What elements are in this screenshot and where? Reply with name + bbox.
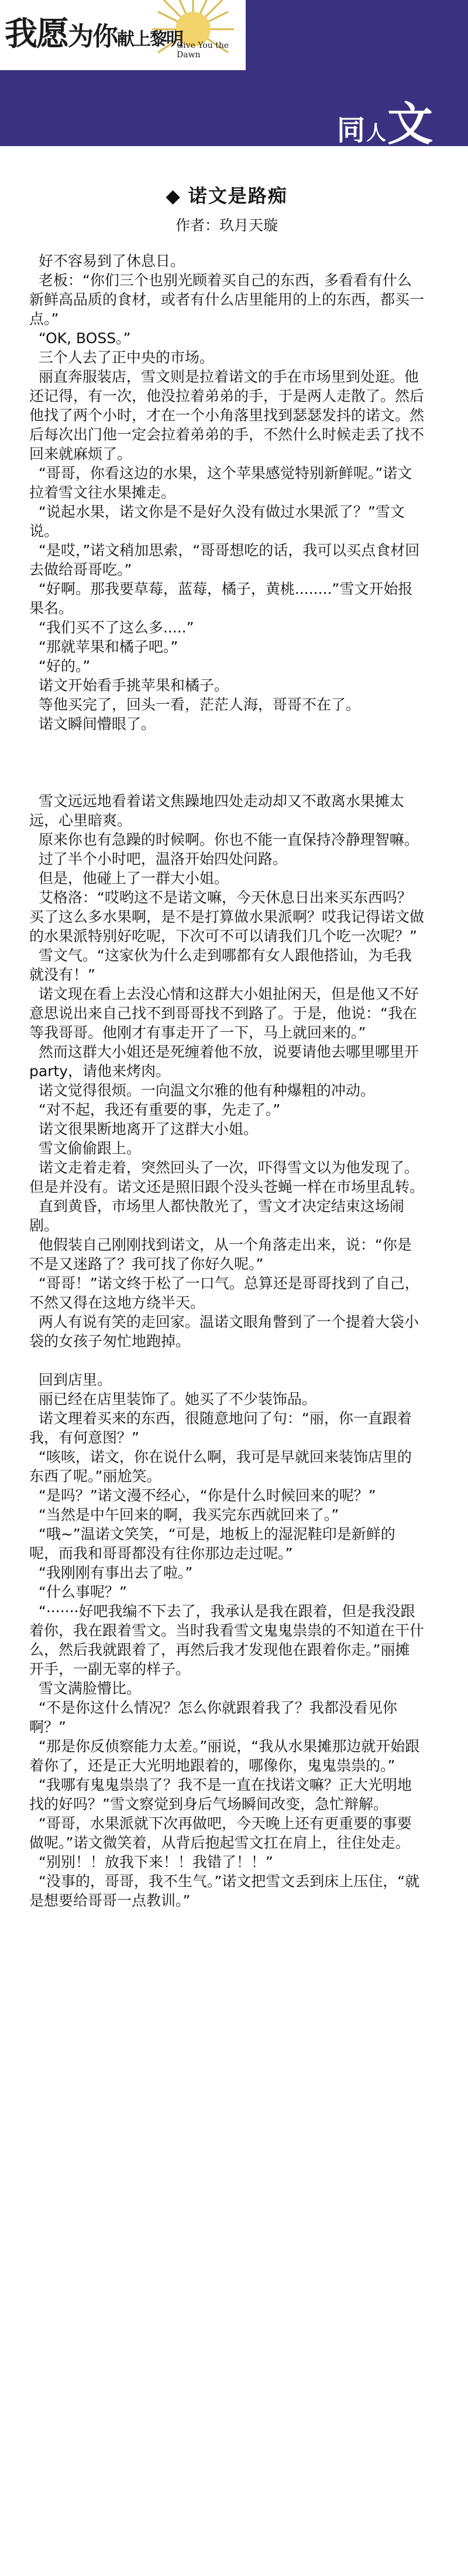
paragraph: 三个人去了正中央的市场。 — [29, 349, 214, 366]
section-gap — [29, 772, 424, 791]
paragraph: “哦~”温诺文笑笑，“可是，地板上的湿泥鞋印是新鲜的呢，而我和哥哥都没有往你那边走过呢。” — [29, 1526, 395, 1562]
paragraph: “那就苹果和橘子吧。” — [29, 638, 178, 655]
paragraph: 等他买完了，回头一看，茫茫人海，哥哥不在了。 — [29, 696, 360, 713]
article-title-text: 诺文是路痴 — [188, 185, 288, 207]
paragraph: 诺文觉得很烦。一向温文尔雅的他有种爆粗的冲动。 — [29, 1082, 375, 1099]
logo-subtitle: Give You the Dawn — [177, 41, 229, 60]
paragraph: “别别！！放我下来！！我错了！！” — [29, 1854, 273, 1870]
paragraph: 诺文很果断地离开了这群大小姐。 — [29, 1121, 258, 1137]
paragraph: 但是，他碰上了一群大小姐。 — [29, 870, 229, 887]
section-title-wen: 文 — [387, 98, 433, 146]
section-gap — [29, 1351, 424, 1370]
paragraph: “哥哥，水果派就下次再做吧，今天晚上还有更重要的事要做呢。”诺文微笑着，从背后抱起雪文扛在肩上，往住处走。 — [29, 1815, 412, 1851]
paragraph: 诺文走着走着，突然回头了一次，吓得雪文以为他发现了。但是并没有。诺文还是照旧跟个没头苍蝇一样在市场里乱转。 — [29, 1159, 425, 1195]
paragraph: “什么事呢？” — [29, 1583, 127, 1600]
paragraph: “我们买不了这么多.....” — [29, 619, 194, 636]
article — [0, 146, 468, 1910]
article-author: 作者：玖月天璇 — [175, 217, 278, 234]
paragraph: 直到黄昏，市场里人都快散光了，雪文才决定结束这场闹剧。 — [29, 1198, 404, 1234]
paragraph: 过了半个小时吧，温洛开始四处问路。 — [29, 850, 287, 867]
paragraph: 诺文瞬间懵眼了。 — [29, 715, 156, 732]
paragraph: 诺文开始看手挑苹果和橘子。 — [29, 677, 229, 694]
paragraph: “那是你反侦察能力太差。”丽说，“我从水果摊那边就开始跟着你了，还是正大光明地跟着的，哪像你，鬼鬼祟祟的。” — [29, 1738, 420, 1774]
section-title — [337, 88, 433, 146]
paragraph: 丽已经在店里装饰了。她买了不少装饰品。 — [29, 1391, 316, 1408]
paragraph: “我刚刚有事出去了啦。” — [29, 1564, 193, 1581]
paragraph: 诺文理着买来的东西，很随意地问了句：“丽，你一直跟着我，有何意图？” — [29, 1410, 412, 1446]
paragraph: “是吗？”诺文漫不经心，“你是什么时候回来的呢？” — [29, 1487, 376, 1504]
paragraph: “好的。” — [29, 658, 91, 675]
section-gap — [29, 734, 424, 753]
paragraph: “我哪有鬼鬼祟祟了？我不是一直在找诺文嘛？正大光明地找的好吗？”雪文察觉到身后气场瞬间改变，急忙辩解。 — [29, 1776, 412, 1813]
paragraph: “是哎，”诺文稍加思索，“哥哥想吃的话，我可以买点食材回去做给哥哥吃。” — [29, 542, 420, 578]
paragraph: “好啊。那我要草莓，蓝莓，橘子，黄桃........”雪文开始报果名。 — [29, 580, 413, 617]
logo-area — [0, 0, 246, 70]
paragraph: “对不起，我还有重要的事，先走了。” — [29, 1101, 281, 1118]
paragraph: “说起水果，诺文你是不是好久没有做过水果派了？”雪文说。 — [29, 503, 405, 540]
paragraph: “咳咳，诺文，你在说什么啊，我可是早就回来装饰店里的东西了呢。”丽尬笑。 — [29, 1448, 412, 1485]
paragraph: “哥哥，你看这边的水果，这个苹果感觉特别新鲜呢。”诺文拉着雪文往水果摊走。 — [29, 465, 412, 501]
paragraph: 回到店里。 — [29, 1371, 112, 1388]
paragraph: “没事的，哥哥，我不生气。”诺文把雪文丢到床上压住，“就是想要给哥哥一点教训。” — [29, 1873, 420, 1909]
section-title-tong: 同 — [336, 114, 365, 146]
paragraph: “·······好吧我编不下去了，我承认是我在跟着，但是我没跟着你，我在跟着雪文。当时我看雪文鬼鬼祟祟的不知道在干什么，然后我就跟着了，再然后我才发现他在跟着你走。”丽摊开手，一副无辜的样子。 — [29, 1603, 425, 1678]
logo-title — [5, 8, 183, 55]
logo-title-dawn: 献上黎明 — [117, 29, 183, 50]
section-gap — [29, 753, 424, 772]
paragraph: 好不容易到了休息日。 — [29, 253, 185, 269]
paragraph: 雪文气。“这家伙为什么走到哪都有女人跟他搭讪，为毛我就没有！” — [29, 947, 412, 983]
paragraph: 雪文偷偷跟上。 — [29, 1140, 141, 1157]
section-title-ren: 人 — [366, 122, 386, 145]
paragraph: 雪文远远地看着诺文焦躁地四处走动却又不敢离水果摊太远，心里暗爽。 — [29, 793, 404, 829]
paragraph: “当然是中午回来的啊，我买完东西就回来了。” — [29, 1506, 339, 1523]
article-body — [29, 251, 424, 1910]
paragraph: 诺文现在看上去没心情和这群大小姐扯闲天，但是他又不好意思说出来自己找不到哥哥找不到路了。于是，他说：“我在等我哥哥。他刚才有事走开了一下，马上就回来的。” — [29, 986, 419, 1041]
logo-title-for-you: 为你 — [68, 22, 117, 51]
paragraph: 艾格洛：“哎哟这不是诺文嘛，今天休息日出来买东西吗？买了这么多水果啊，是不是打算做水果派啊？哎我记得诺文做的水果派特别好吃呢，下次可不可以请我们几个吃一次呢？” — [29, 889, 425, 945]
paragraph: “不是你这什么情况？怎么你就跟着我了？我都没看见你啊？” — [29, 1699, 397, 1735]
paragraph: “哥哥！”诺文终于松了一口气。总算还是哥哥找到了自己，不然又得在这地方绕半天。 — [29, 1275, 419, 1311]
article-title — [29, 181, 424, 208]
paragraph: “OK, BOSS。” — [29, 330, 131, 347]
paragraph: 雪文满脸懵比。 — [29, 1680, 141, 1697]
site-banner — [0, 0, 468, 146]
paragraph: 老板：“你们三个也别光顾着买自己的东西，多看看有什么新鲜高品质的食材，或者有什么店里能用的上的东西，都买一点。” — [29, 272, 425, 327]
paragraph: 他假装自己刚刚找到诺文，从一个角落走出来，说：“你是不是又迷路了？我可找了你好久呢。” — [29, 1236, 412, 1273]
paragraph: 原来你也有急躁的时候啊。你也不能一直保持冷静理智嘛。 — [29, 831, 419, 848]
paragraph: 然而这群大小姐还是死缠着他不放，说要请他去哪里哪里开party，请他来烤肉。 — [29, 1043, 419, 1080]
diamond-icon: ◆ — [166, 185, 181, 207]
logo-title-main: 我愿 — [5, 15, 68, 53]
paragraph: 丽直奔服装店，雪文则是拉着诺文的手在市场里到处逛。他还记得，有一次，他没拉着弟弟的手，于是两人走散了。然后他找了两个小时，才在一个小角落里找到瑟瑟发抖的诺文。然后每次出门他一定会拉着弟弟的手，不然什么时候走丢了找不回来就麻烦了。 — [29, 368, 425, 462]
paragraph: 两人有说有笑的走回家。温诺文眼角瞥到了一个提着大袋小袋的女孩子匆忙地跑掉。 — [29, 1313, 419, 1350]
